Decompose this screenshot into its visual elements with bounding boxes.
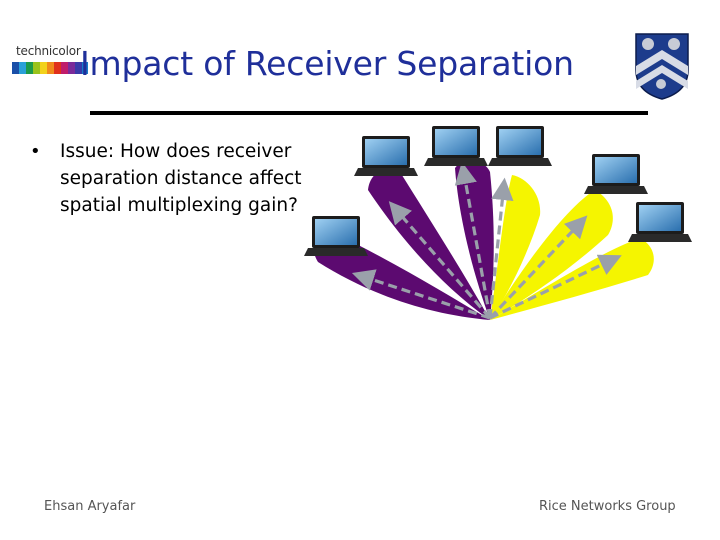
bullet-line-1: Issue: How does receiver [60, 141, 292, 162]
bullet-line-3: spatial multiplexing gain? [60, 195, 298, 216]
slide-title: Impact of Receiver Separation [80, 44, 574, 83]
bullet-line-2: separation distance affect [60, 168, 302, 189]
laptop-6-icon [628, 202, 692, 242]
laptop-5-icon [584, 154, 648, 194]
laptop-4-icon [488, 126, 552, 166]
technicolor-logo-text: technicolor [16, 44, 81, 58]
laptop-1-icon [304, 216, 368, 256]
rice-university-crest-icon [633, 32, 691, 100]
laptop-3-icon [424, 126, 488, 166]
footer-author: Ehsan Aryafar [44, 499, 136, 514]
footer-group: Rice Networks Group [539, 499, 676, 514]
technicolor-color-bars-icon [12, 62, 88, 74]
bullet-dot-icon: • [30, 141, 41, 162]
laptop-2-icon [354, 136, 418, 176]
technicolor-logo [10, 42, 88, 82]
beamforming-diagram [300, 110, 720, 340]
